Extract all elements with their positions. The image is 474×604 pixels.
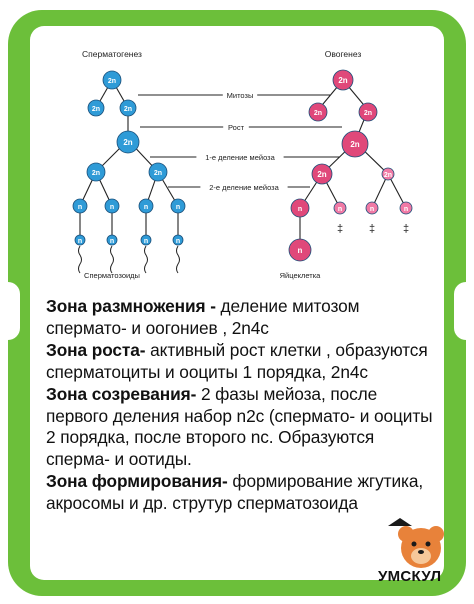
right-caption: Яйцеклетка (279, 271, 321, 280)
ootid-label: n (297, 206, 303, 213)
spermatogonium-label: 2n (107, 78, 117, 85)
sperm-tail-1 (111, 246, 114, 273)
left-title: Сперматогенез (82, 49, 142, 59)
polar-body-3-label: n (369, 206, 375, 213)
oogonium-label: 2n (338, 76, 348, 85)
zones-text (46, 296, 440, 515)
zone-title: Зона созревания- (46, 383, 197, 404)
zone-text: деление митозом сперматo- и оогониев , 2n4c (46, 296, 360, 338)
spermatid-1-label: n (109, 204, 115, 211)
stage-meiosis-2: 2-е деление мейоза (209, 183, 279, 192)
zone-title: Зона размножения - (46, 296, 216, 316)
zone-growth (46, 340, 440, 384)
zone-text: формирование жгутика, акросомы и др. струтур сперматозоида (46, 471, 424, 514)
oogonium-3-label: 2n (363, 110, 373, 117)
egg-cell-label: n (297, 246, 303, 255)
stage-growth: Рост (227, 123, 245, 132)
zone-text: 2 фазы мейоза, после первого деления набор n2c (спермато- и ооциты 2 порядка, после второго nc. Образуются сперма- и оотиды. (46, 383, 433, 470)
polar-body-2-label: n (337, 206, 343, 213)
spermatocyte-2-label: 2n (91, 170, 101, 177)
zone-title: Зона роста- (46, 339, 146, 360)
logo-text: УМСКУЛ (378, 568, 442, 585)
spermatogonium-3-label: 2n (123, 106, 133, 113)
spermatid-0-label: n (77, 204, 83, 211)
stage-mitosis: Митозы (226, 91, 254, 100)
sperm-3-label: n (175, 238, 181, 245)
sperm-tail-2 (145, 246, 148, 273)
oocyte-2-label: 2n (317, 170, 327, 179)
zone-formation (46, 471, 440, 515)
polar-body-4-label: n (403, 206, 409, 213)
sperm-tail-3 (177, 246, 180, 273)
sperm-1-label: n (109, 238, 115, 245)
sperm-0-label: n (77, 238, 83, 245)
zone-reproduction (46, 296, 440, 340)
zone-title: Зона формирования- (46, 471, 228, 492)
spermatid-2-label: n (143, 204, 149, 211)
oocyte-1-label: 2n (350, 140, 360, 149)
oogonium-2-label: 2n (313, 110, 323, 117)
degeneration-mark-2: ‡ (402, 223, 410, 235)
right-title: Овогенез (324, 49, 362, 59)
spermatid-3-label: n (175, 204, 181, 211)
sperm-2-label: n (143, 238, 149, 245)
left-caption: Сперматозоиды (84, 271, 140, 280)
zone-text: активный рост клетки , образуются сперматоциты и ооциты 1 порядка, 2n4c (46, 339, 428, 382)
zone-maturation (46, 384, 440, 472)
gametogenesis-diagram (0, 0, 474, 300)
stage-meiosis-1: 1-е деление мейоза (205, 153, 275, 162)
polar-body-1-label: 2n (383, 172, 393, 179)
degeneration-mark-0: ‡ (336, 223, 344, 235)
degeneration-mark-1: ‡ (368, 223, 376, 235)
spermatocyte-2b-label: 2n (153, 170, 163, 177)
sperm-tail-0 (79, 246, 82, 273)
spermatogonium-2-label: 2n (91, 106, 101, 113)
spermatocyte-1-label: 2n (123, 138, 133, 147)
